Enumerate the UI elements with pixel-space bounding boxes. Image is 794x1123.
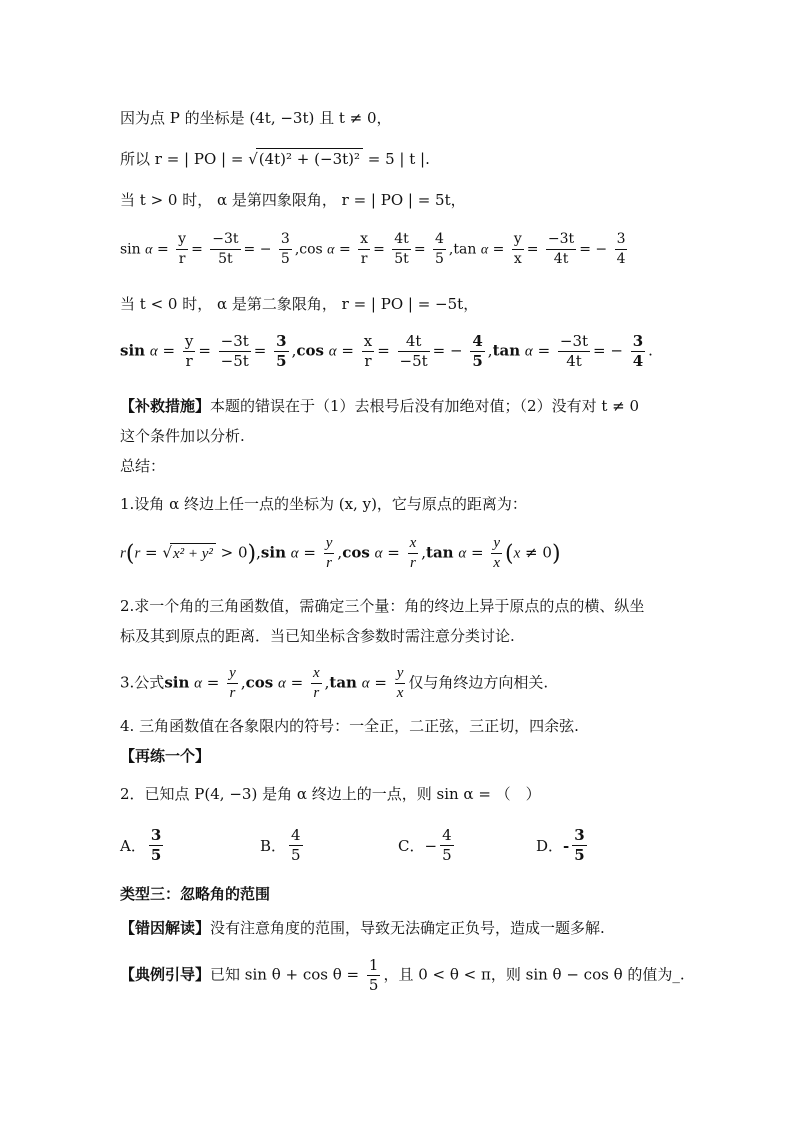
fraction: $\frac{y}{x}$ — [513, 231, 522, 267]
fraction: $\frac{3}{4}$ — [632, 332, 644, 370]
text-line-t-negative: 当 t < 0 时， α 是第二象限角， r = | PO | = −5t， — [120, 295, 479, 313]
text-line-t-positive: 当 t > 0 时， α 是第四象限角， r = | PO | = 5t， — [120, 191, 466, 209]
summary-item-1: 1.设角 α 终边上任一点的坐标为 (x, y)，它与原点的距离为： — [120, 495, 527, 513]
fraction: $\frac{4t}{-5t}$ — [399, 332, 428, 370]
fraction: $\frac{y}{x}$ — [493, 535, 501, 571]
option-d[interactable]: D． - $\frac{3}{5}$ — [536, 826, 585, 864]
option-b[interactable]: B． $\frac{4}{5}$ — [260, 826, 301, 864]
summary-item-3: 3.公式sin α = $\frac{y}{r}$ ,cos α = $\frac{x}{r}$ ,tan α = $\frac{y}{x}$ 仅与角终边方向相关. — [120, 665, 549, 701]
fraction: $\frac{4}{5}$ — [442, 826, 452, 864]
fraction: $\frac{-3t}{5t}$ — [212, 231, 239, 267]
text-line-radius — [120, 148, 430, 169]
radius-prefix: 所以 r = | PO | = — [120, 150, 249, 168]
answer-options — [120, 826, 680, 870]
fraction: $\frac{y}{r}$ — [178, 231, 187, 267]
fraction: $\frac{y}{r}$ — [325, 535, 333, 571]
fraction: $\frac{3}{5}$ — [574, 826, 585, 864]
sqrt-icon: √ — [162, 543, 172, 562]
practice-heading: 【再练一个】 — [120, 747, 211, 765]
text-line-point-coord: 因为点 P 的坐标是 (4t, −3t) 且 t ≠ 0， — [120, 109, 392, 127]
example-guide: 【典例引导】已知 sin θ + cos θ = $\frac{1}{5}$ ，且 0 < θ < π，则 sin θ − cos θ 的值为_. — [120, 956, 685, 994]
remedy-continuation: 这个条件加以分析. — [120, 427, 245, 445]
remedy-paragraph — [120, 396, 639, 416]
remedy-text: 本题的错误在于（1）去根号后没有加绝对值；（2）没有对 t ≠ 0 — [210, 397, 640, 415]
option-c[interactable]: C． − $\frac{4}{5}$ — [398, 826, 452, 864]
fraction: $\frac{3}{5}$ — [150, 826, 162, 864]
fraction: $\frac{-3t}{4t}$ — [559, 332, 589, 370]
remedy-label: 【补救措施】 — [120, 397, 211, 415]
fraction: $\frac{x}{r}$ — [360, 231, 369, 267]
summary-item-2-cont: 标及其到原点的距离．当已知坐标含参数时需注意分类讨论. — [120, 627, 515, 645]
sqrt-icon: √ — [248, 150, 258, 168]
fraction: $\frac{3}{5}$ — [276, 332, 287, 370]
fraction: $\frac{y}{r}$ — [229, 665, 236, 701]
summary-item-4: 4. 三角函数值在各象限内的符号：一全正，二正弦，三正切，四余弦. — [120, 717, 579, 735]
type-3-heading: 类型三：忽略角的范围 — [120, 885, 271, 903]
fraction: $\frac{x}{r}$ — [363, 332, 373, 370]
fraction: $\frac{1}{5}$ — [368, 956, 379, 994]
fraction: $\frac{4}{5}$ — [472, 332, 483, 370]
summary-item-2: 2.求一个角的三角函数值，需确定三个量：角的终边上异于原点的点的横、纵坐 — [120, 597, 645, 615]
fraction: $\frac{-3t}{-5t}$ — [220, 332, 249, 370]
fraction: $\frac{4}{5}$ — [291, 826, 301, 864]
fraction: $\frac{y}{r}$ — [184, 332, 194, 370]
fraction: $\frac{4t}{5t}$ — [394, 231, 409, 267]
summary-formula-line: r(r = √x² + y² > 0),sin α = $\frac{y}{r}$ ,cos α = $\frac{x}{r}$ ,tan α = $\frac{y}{x}$ (x ≠ 0) — [120, 535, 561, 571]
radical-content: (4t)² + (−3t)² — [256, 148, 363, 169]
question-2: 2．已知点 P(4, −3) 是角 α 终边上的一点，则 sin α = （ ） — [120, 785, 541, 803]
summary-heading: 总结： — [120, 457, 166, 475]
fraction: $\frac{y}{x}$ — [396, 665, 404, 701]
formula-line-negative-case: sin α = $\frac{y}{r}$ = $\frac{-3t}{-5t}$ = $\frac{3}{5}$ ,cos α = $\frac{x}{r}$ = $\frac{4t}{-5t}$ = − $\frac{4}{5}$ ,tan α = $\frac{-3t}{4t}$ = − $\frac{3}{4}$ . — [120, 332, 653, 370]
fraction: $\frac{x}{r}$ — [312, 665, 320, 701]
fraction: $\frac{4}{5}$ — [435, 231, 444, 267]
fraction: $\frac{3}{4}$ — [616, 231, 626, 267]
error-explanation: 【错因解读】没有注意角度的范围，导致无法确定正负号，造成一题多解. — [120, 919, 605, 937]
fraction: $\frac{3}{5}$ — [280, 231, 290, 267]
option-a[interactable]: A． $\frac{3}{5}$ — [120, 826, 162, 864]
fraction: $\frac{-3t}{4t}$ — [547, 231, 575, 267]
formula-line-positive-case: sin α = $\frac{y}{r}$ = $\frac{-3t}{5t}$ = − $\frac{3}{5}$ ,cos α = $\frac{x}{r}$ = $\frac{4t}{5t}$ = $\frac{4}{5}$ ,tan α = $\frac{y}{x}$ = $\frac{-3t}{4t}$ = − $\frac{3}{4}$ — [120, 231, 626, 267]
radius-suffix: = 5 | t |. — [363, 150, 430, 168]
fraction: $\frac{x}{r}$ — [409, 535, 417, 571]
